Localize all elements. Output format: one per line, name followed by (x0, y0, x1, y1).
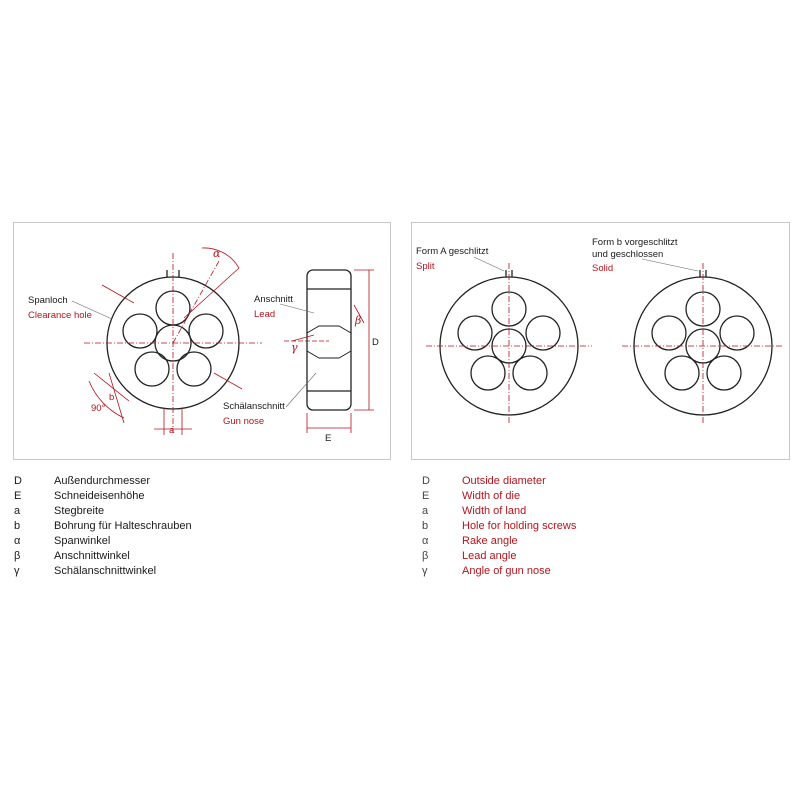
form-a-title: Form A geschlitzt (416, 246, 489, 257)
label-spanloch: Spanloch (28, 295, 68, 306)
form-a-center-lines (426, 263, 592, 423)
legend-text: Spanwinkel (54, 535, 111, 547)
dim-beta: β (355, 314, 362, 327)
form-a-subtitle: Split (416, 261, 435, 272)
legend-symbol: D (14, 475, 22, 487)
legend-german (14, 474, 192, 579)
legend-text: Außendurchmesser (54, 475, 150, 487)
legend-symbol: b (422, 520, 429, 532)
die-dimensions-panel (13, 222, 391, 460)
legend-text: Bohrung für Halteschrauben (54, 520, 192, 532)
legend-row (14, 549, 192, 564)
legend-symbol: α (14, 535, 21, 547)
legend-symbol: β (422, 550, 429, 562)
die-forms-panel (411, 222, 790, 460)
dim-90-degree: 90° (91, 403, 106, 414)
dim-alpha: α (213, 247, 221, 260)
dim-b: b (109, 392, 115, 403)
legend-row (14, 504, 192, 519)
label-schaelanschnitt: Schälanschnitt (223, 401, 285, 412)
rake-angle-marker (184, 248, 239, 318)
legend-symbol: β (14, 550, 21, 562)
legend-row (14, 534, 192, 549)
legend-row (422, 564, 576, 579)
legend-text: Rake angle (462, 535, 518, 547)
legend-row (422, 519, 576, 534)
legend-symbol: γ (14, 565, 20, 577)
legend-text: Hole for holding screws (462, 520, 577, 532)
die-side-view (307, 270, 351, 410)
form-b-subtitle: Solid (592, 263, 614, 274)
legend-text: Schälanschnittwinkel (54, 565, 157, 577)
legend-text: Width of die (462, 490, 521, 502)
form-label-leaders (474, 257, 698, 271)
dim-gamma: γ (291, 341, 298, 354)
legend-symbol: γ (422, 565, 428, 577)
label-gun-nose: Gun nose (223, 416, 265, 427)
legend-symbol: a (14, 505, 21, 517)
form-b-title-line1: Form b vorgeschlitzt (592, 237, 678, 248)
legend-row (422, 504, 576, 519)
legend-row (422, 489, 576, 504)
legend-text: Angle of gun nose (462, 565, 551, 577)
die-dimensions-drawing (14, 223, 390, 459)
form-b-center-lines (622, 263, 784, 423)
legend-symbol: D (422, 475, 430, 487)
legend-text: Lead angle (462, 550, 517, 562)
legend-text: Width of land (462, 505, 527, 517)
label-anschnitt: Anschnitt (254, 294, 294, 305)
legend-symbol: α (422, 535, 429, 547)
legend-text: Outside diameter (462, 475, 546, 487)
legend-text: Schneideisenhöhe (54, 490, 145, 502)
legend-row (422, 534, 576, 549)
legend-row (422, 549, 576, 564)
dim-E: E (325, 433, 332, 444)
dim-D: D (372, 337, 379, 348)
legend-english (422, 474, 576, 579)
legend-row (14, 489, 192, 504)
legend-symbol: E (14, 490, 22, 502)
die-forms-drawing (412, 223, 789, 459)
legend-row (422, 474, 576, 489)
legend-symbol: b (14, 520, 21, 532)
legend-symbol: E (422, 490, 430, 502)
form-b-title-line2: und geschlossen (592, 249, 664, 260)
legend-row (14, 564, 192, 579)
label-clearance-hole: Clearance hole (28, 310, 92, 321)
legend-row (14, 474, 192, 489)
dim-a: a (169, 425, 175, 436)
legend-row (14, 519, 192, 534)
label-lead: Lead (254, 309, 276, 320)
legend-text: Anschnittwinkel (54, 550, 130, 562)
legend-symbol: a (422, 505, 429, 517)
legend-text: Stegbreite (54, 505, 105, 517)
